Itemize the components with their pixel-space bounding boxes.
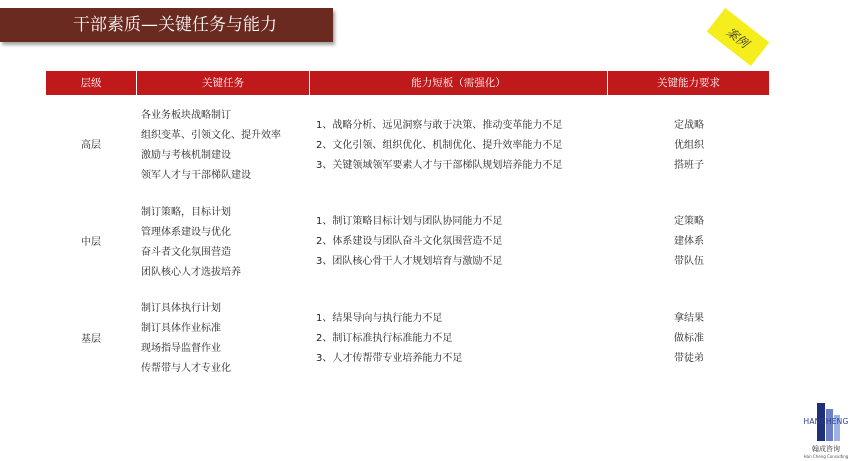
header-key-tasks: 关键任务 <box>202 77 244 89</box>
task-item: 组织变革、引领文化、提升效率 <box>141 130 281 141</box>
row-level: 中层 <box>81 237 101 248</box>
task-item: 制订策略，目标计划 <box>141 207 231 218</box>
task-item: 管理体系建设与优化 <box>141 227 231 238</box>
header-key-requirements: 关键能力要求 <box>657 77 720 89</box>
task-item: 制订具体执行计划 <box>141 303 221 314</box>
requirement-item: 带徒弟 <box>674 353 704 364</box>
gap-item: 3、关键领域领军要素人才与干部梯队规划培养能力不足 <box>316 160 563 171</box>
logo-english-name: Han Cheng Consulting <box>803 454 849 459</box>
task-item: 传帮带与人才专业化 <box>141 363 231 374</box>
gap-item: 3、团队核心骨干人才规划培育与激励不足 <box>316 256 503 267</box>
requirement-item: 拿结果 <box>674 313 704 324</box>
gap-item: 1、战略分析、远见洞察与敢于决策、推动变革能力不足 <box>316 120 563 131</box>
page-title: 干部素质—关键任务与能力 <box>73 15 277 35</box>
requirement-item: 做标准 <box>674 333 704 344</box>
logo-brand-text: HANCHENG <box>803 417 849 426</box>
company-logo <box>796 403 856 459</box>
gap-item: 2、制订标准执行标准能力不足 <box>316 333 453 344</box>
requirement-item: 优组织 <box>674 140 704 151</box>
row-level: 基层 <box>81 334 101 345</box>
task-item: 各业务板块战略制订 <box>141 110 231 121</box>
gap-item: 3、人才传帮带专业培养能力不足 <box>316 353 463 364</box>
gap-item: 1、结果导向与执行能力不足 <box>316 313 443 324</box>
requirement-item: 带队伍 <box>674 256 704 267</box>
task-item: 激励与考核机制建设 <box>141 150 231 161</box>
case-stamp-label: 案例 <box>723 24 752 51</box>
task-item: 现场指导监督作业 <box>141 343 221 354</box>
requirement-item: 定策略 <box>674 216 704 227</box>
task-item: 领军人才与干部梯队建设 <box>141 170 251 181</box>
table-header <box>46 71 769 95</box>
task-item: 制订具体作业标准 <box>141 323 221 334</box>
task-item: 奋斗者文化氛围营造 <box>141 247 231 258</box>
requirement-item: 搭班子 <box>674 160 704 171</box>
requirement-item: 建体系 <box>674 236 704 247</box>
gap-item: 2、文化引领、组织优化、机制优化、提升效率能力不足 <box>316 140 563 151</box>
title-bar <box>0 8 333 42</box>
gap-item: 2、体系建设与团队奋斗文化氛围营造不足 <box>316 236 503 247</box>
logo-chinese-name: 翰成咨询 <box>812 445 840 453</box>
case-stamp <box>707 8 770 66</box>
gap-item: 1、制订策略目标计划与团队协同能力不足 <box>316 216 503 227</box>
header-capability-gaps: 能力短板（需强化） <box>411 77 506 89</box>
task-item: 团队核心人才选拔培养 <box>141 267 241 278</box>
row-level: 高层 <box>81 140 101 151</box>
header-level: 层级 <box>80 77 102 89</box>
requirement-item: 定战略 <box>674 120 704 131</box>
